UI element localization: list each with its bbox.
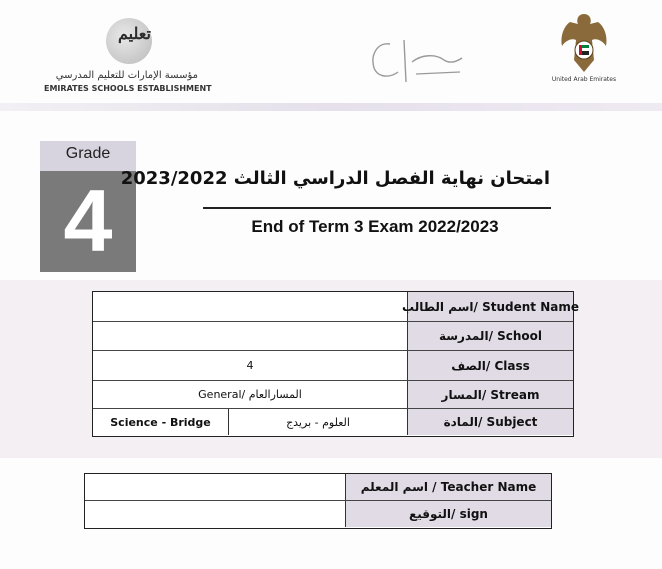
student-info-table [92, 291, 579, 437]
class-field[interactable]: 4 [246, 359, 254, 372]
sign-field[interactable] [85, 501, 345, 527]
school-label: المدرسة/ School [407, 322, 573, 350]
student-name-label: اسم الطالب/ Student Name [407, 292, 573, 321]
handwritten-scribble [360, 32, 470, 92]
row-stream [93, 381, 573, 409]
grade-label-strip [40, 141, 136, 171]
class-label: الصف/ Class [407, 351, 573, 380]
header-band [0, 103, 662, 111]
stream-label: المسار/ Stream [407, 381, 573, 408]
ese-logo-mark: تعليم [118, 24, 151, 43]
row-school [93, 322, 573, 351]
grade-number: 4 [63, 171, 113, 270]
emblem-caption: United Arab Emirates [551, 76, 617, 83]
ese-logo [38, 18, 212, 98]
school-field[interactable] [93, 322, 407, 350]
student-name-field[interactable] [93, 292, 407, 321]
exam-title-arabic: امتحان نهاية الفصل الدراسي الثالث 2023/2022 [120, 168, 550, 189]
row-subject [93, 409, 573, 435]
row-teacher-name [85, 474, 551, 501]
row-sign [85, 501, 551, 527]
exam-title-english: End of Term 3 Exam 2022/2023 [251, 217, 499, 236]
title-divider [203, 207, 551, 209]
row-class [93, 351, 573, 381]
teacher-info-table [84, 473, 552, 529]
grade-label: Grade [65, 145, 111, 162]
teacher-name-field[interactable] [85, 474, 345, 500]
row-student-name [93, 292, 579, 322]
org-name-arabic: مؤسسة الإمارات للتعليم المدرسي [55, 70, 198, 81]
subject-label: المادة/ Subject [407, 409, 573, 435]
teacher-name-label: اسم المعلم / Teacher Name [345, 474, 551, 500]
uae-emblem-icon [556, 10, 612, 80]
stream-field[interactable]: General/ المسارالعام [198, 388, 302, 401]
sign-label: التوقيع/ sign [345, 501, 551, 527]
subject-arabic-field[interactable]: العلوم - بريدج [286, 415, 350, 429]
subject-english-field[interactable]: Science - Bridge [93, 409, 229, 435]
grade-block [40, 141, 136, 272]
org-name-english: EMIRATES SCHOOLS ESTABLISHMENT [44, 84, 212, 93]
